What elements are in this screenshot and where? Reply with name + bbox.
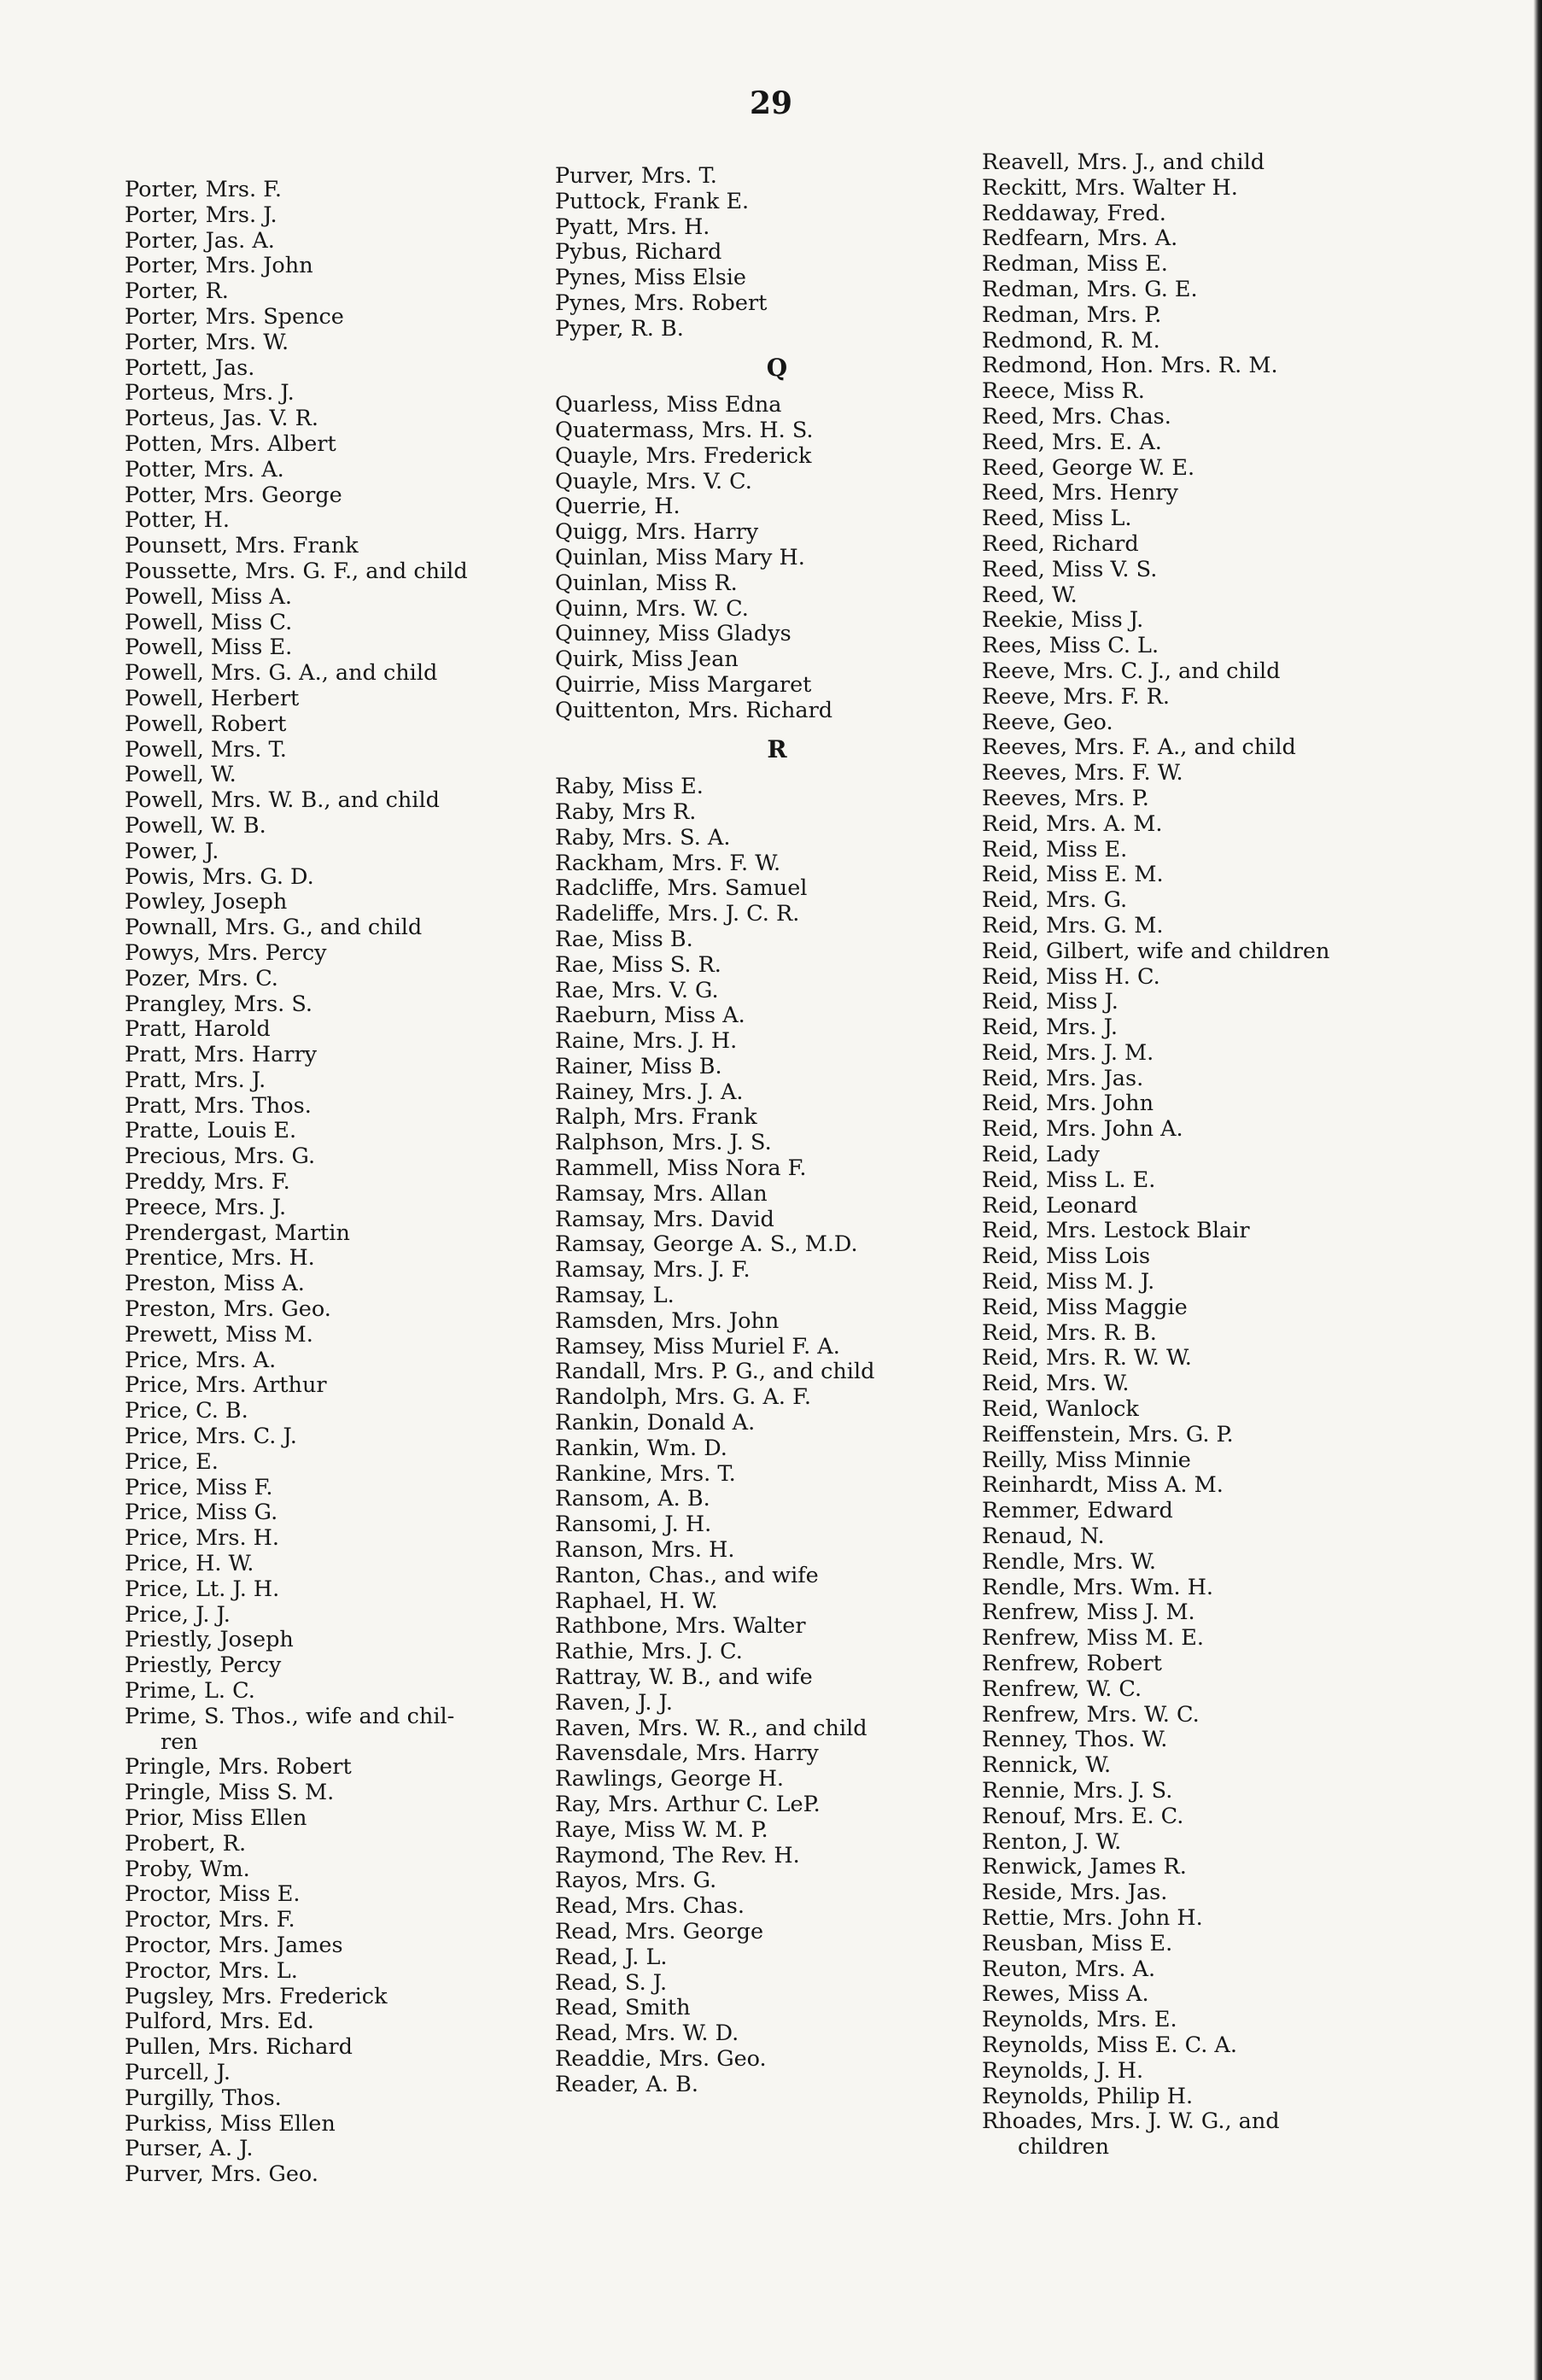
directory-entry: Reilly, Miss Minnie (982, 1447, 1191, 1473)
directory-entry: Powell, Miss A. (125, 583, 292, 610)
directory-entry: Reekie, Miss J. (982, 607, 1144, 634)
directory-entry: Raeburn, Miss A. (555, 1003, 745, 1029)
directory-entry: Pratt, Harold (125, 1016, 271, 1043)
directory-entry: Reeves, Mrs. P. (982, 785, 1149, 811)
directory-entry: Quinlan, Miss Mary H. (555, 544, 805, 570)
directory-entry: Reid, Miss H. C. (982, 963, 1160, 990)
directory-entry: Quinney, Miss Gladys (555, 621, 791, 647)
directory-entry: Rennie, Mrs. J. S. (982, 1778, 1173, 1804)
directory-entry: Raymond, The Rev. H. (555, 1842, 800, 1868)
directory-entry: Preston, Mrs. Geo. (125, 1296, 331, 1323)
directory-entry: Renouf, Mrs. E. C. (982, 1803, 1184, 1829)
directory-entry: Pringle, Mrs. Robert (125, 1754, 352, 1781)
directory-entry: Raphael, H. W. (555, 1588, 718, 1614)
directory-entry: Reiffenstein, Mrs. G. P. (982, 1421, 1234, 1447)
directory-entry: Randolph, Mrs. G. A. F. (555, 1384, 811, 1411)
directory-entry: Quayle, Mrs. V. C. (555, 468, 752, 494)
directory-entry: Renfrew, W. C. (982, 1675, 1142, 1702)
directory-entry: Pulford, Mrs. Ed. (125, 2009, 314, 2035)
directory-entry: children (1018, 2134, 1110, 2161)
directory-entry: Pratt, Mrs. Harry (125, 1042, 318, 1068)
directory-entry: Porter, Jas. A. (125, 227, 275, 254)
directory-entry: Raby, Miss E. (555, 774, 704, 800)
directory-entry: Prior, Miss Ellen (125, 1805, 307, 1831)
directory-entry: Powis, Mrs. G. D. (125, 863, 314, 890)
directory-entry: Reid, Mrs. John (982, 1091, 1154, 1117)
directory-entry: Ralph, Mrs. Frank (555, 1104, 757, 1131)
directory-entry: Price, C. B. (125, 1398, 248, 1424)
directory-entry: Redmond, Hon. Mrs. R. M. (982, 353, 1278, 379)
directory-entry: Rettie, Mrs. John H. (982, 1904, 1203, 1931)
directory-entry: Renfrew, Robert (982, 1651, 1162, 1677)
directory-entry: Rathbone, Mrs. Walter (555, 1613, 806, 1640)
directory-entry: Renfrew, Miss M. E. (982, 1625, 1205, 1652)
directory-entry: Prendergast, Martin (125, 1219, 350, 1246)
directory-entry: Prentice, Mrs. H. (125, 1245, 315, 1272)
directory-entry: Quirrie, Miss Margaret (555, 671, 812, 698)
directory-entry: Reynolds, J. H. (982, 2057, 1144, 2084)
directory-entry: Reynolds, Philip H. (982, 2083, 1194, 2109)
directory-entry: Reed, Mrs. Henry (982, 480, 1178, 506)
directory-entry: Pozer, Mrs. C. (125, 965, 278, 991)
directory-entry: Ralphson, Mrs. J. S. (555, 1130, 772, 1156)
directory-entry: Proby, Wm. (125, 1856, 250, 1882)
directory-entry: Powell, Miss E. (125, 634, 293, 661)
directory-entry: Quinlan, Miss R. (555, 570, 738, 596)
directory-entry: Powys, Mrs. Percy (125, 939, 327, 966)
directory-entry: Reed, Miss V. S. (982, 556, 1158, 582)
directory-entry: Porter, Mrs. W. (125, 329, 289, 355)
directory-entry: Portett, Jas. (125, 354, 255, 381)
directory-entry: Porter, Mrs. John (125, 253, 313, 279)
directory-entry: Poussette, Mrs. G. F., and child (125, 558, 468, 584)
directory-entry: Ray, Mrs. Arthur C. LeP. (555, 1792, 821, 1817)
directory-entry: Rees, Miss C. L. (982, 633, 1159, 659)
directory-entry: Quatermass, Mrs. H. S. (555, 417, 814, 443)
directory-entry: Randall, Mrs. P. G., and child (555, 1359, 875, 1385)
directory-entry: Raye, Miss W. M. P. (555, 1816, 768, 1843)
directory-entry: Readdie, Mrs. Geo. (555, 2045, 767, 2072)
directory-entry: Ramsden, Mrs. John (555, 1307, 780, 1334)
directory-entry: Read, Mrs. Chas. (555, 1893, 745, 1920)
directory-entry: Proctor, Miss E. (125, 1881, 301, 1908)
directory-entry: Rae, Miss S. R. (555, 951, 721, 978)
directory-entry: Ransomi, J. H. (555, 1512, 712, 1538)
directory-entry: Power, J. (125, 838, 219, 864)
directory-entry: Potten, Mrs. Albert (125, 430, 336, 457)
directory-entry: Redman, Mrs. P. (982, 301, 1162, 328)
directory-entry: Ramsay, Mrs. Allan (555, 1180, 768, 1207)
section-heading-r: R (767, 734, 787, 763)
directory-entry: Read, Smith (555, 1995, 691, 2021)
directory-entry: Preece, Mrs. J. (125, 1194, 287, 1220)
column-right (982, 150, 1528, 2161)
directory-entry: Reid, Mrs. R. W. W. (982, 1345, 1192, 1371)
directory-entry: Reed, Miss L. (982, 506, 1132, 532)
directory-entry: Price, Miss G. (125, 1500, 278, 1526)
directory-entry: Reynolds, Mrs. E. (982, 2007, 1177, 2033)
directory-entry: Potter, Mrs. George (125, 482, 342, 508)
directory-entry: Price, Mrs. C. J. (125, 1424, 297, 1450)
directory-entry: Quigg, Mrs. Harry (555, 519, 759, 546)
directory-entry: Reynolds, Miss E. C. A. (982, 2032, 1237, 2058)
directory-entry: Porteus, Mrs. J. (125, 380, 295, 406)
directory-entry: Rankin, Donald A. (555, 1410, 756, 1436)
directory-entry: Redman, Miss E. (982, 251, 1168, 278)
directory-entry: Reeves, Mrs. F. A., and child (982, 734, 1296, 761)
directory-entry: Radeliffe, Mrs. J. C. R. (555, 901, 800, 927)
directory-entry: Pratte, Louis E. (125, 1118, 297, 1144)
directory-entry: Prewett, Miss M. (125, 1321, 313, 1348)
directory-entry: Reeve, Mrs. F. R. (982, 683, 1170, 710)
directory-entry: Ramsay, L. (555, 1283, 675, 1309)
directory-entry: Powell, Herbert (125, 685, 300, 711)
directory-entry: Reeve, Mrs. C. J., and child (982, 658, 1281, 684)
directory-entry: Reid, Miss M. J. (982, 1269, 1155, 1295)
directory-entry: Proctor, Mrs. L. (125, 1957, 298, 1984)
directory-entry: Ramsay, Mrs. David (555, 1206, 774, 1232)
directory-entry: Rankine, Mrs. T. (555, 1460, 736, 1487)
directory-entry: Reed, George W. E. (982, 454, 1195, 481)
directory-entry: Read, J. L. (555, 1944, 668, 1970)
directory-entry: Rathie, Mrs. J. C. (555, 1639, 743, 1665)
directory-entry: Prime, L. C. (125, 1678, 255, 1705)
directory-entry: Price, Miss F. (125, 1474, 273, 1500)
directory-entry: Powell, Miss C. (125, 609, 293, 635)
directory-entry: Powell, W. B. (125, 812, 266, 839)
directory-entry: Price, E. (125, 1448, 219, 1475)
directory-entry: Ramsay, Mrs. J. F. (555, 1257, 751, 1284)
directory-entry: Purser, A. J. (125, 2136, 254, 2162)
directory-entry: Reside, Mrs. Jas. (982, 1880, 1168, 1906)
directory-entry: Preddy, Mrs. F. (125, 1169, 290, 1196)
directory-entry: Reid, Mrs. Lestock Blair (982, 1218, 1250, 1244)
directory-entry: Reeves, Mrs. F. W. (982, 760, 1183, 787)
directory-entry: Read, Mrs. George (555, 1918, 764, 1944)
directory-entry: Redmond, R. M. (982, 327, 1160, 354)
directory-entry: Reid, Miss Maggie (982, 1294, 1188, 1320)
directory-entry: Reid, Leonard (982, 1192, 1138, 1219)
directory-entry: Ramsay, George A. S., M.D. (555, 1231, 858, 1258)
directory-entry: Price, Mrs. A. (125, 1347, 277, 1373)
directory-entry: Reid, Mrs. J. M. (982, 1039, 1154, 1066)
directory-entry: Priestly, Joseph (125, 1627, 294, 1653)
directory-entry: Powell, Mrs. W. B., and child (125, 787, 440, 814)
directory-entry: Renfrew, Mrs. W. C. (982, 1701, 1200, 1728)
directory-entry: Purver, Mrs. Geo. (125, 2161, 318, 2188)
directory-entry: Powell, Mrs. T. (125, 736, 287, 763)
directory-entry: Reid, Mrs. J. (982, 1015, 1118, 1041)
directory-entry: Rackham, Mrs. F. W. (555, 850, 781, 876)
directory-entry: Reinhardt, Miss A. M. (982, 1472, 1224, 1499)
directory-entry: ren (161, 1728, 198, 1755)
directory-entry: Raven, Mrs. W. R., and child (555, 1715, 867, 1741)
directory-entry: Rammell, Miss Nora F. (555, 1155, 807, 1182)
directory-entry: Renaud, N. (982, 1523, 1105, 1550)
directory-entry: Powley, Joseph (125, 889, 288, 915)
directory-entry: Puttock, Frank E. (555, 188, 750, 214)
section-heading-q: Q (766, 353, 788, 382)
directory-entry: Porter, Mrs. Spence (125, 303, 344, 330)
directory-entry: Price, Lt. J. H. (125, 1576, 280, 1602)
directory-entry: Reuton, Mrs. A. (982, 1956, 1156, 1982)
directory-entry: Pullen, Mrs. Richard (125, 2034, 353, 2061)
directory-entry: Rewes, Miss A. (982, 1981, 1149, 2008)
directory-entry: Rattray, W. B., and wife (555, 1664, 813, 1691)
directory-entry: Pratt, Mrs. Thos. (125, 1092, 312, 1119)
directory-entry: Reid, Miss E. M. (982, 862, 1164, 888)
directory-entry: Raine, Mrs. J. H. (555, 1028, 738, 1055)
directory-entry: Reid, Mrs. W. (982, 1371, 1130, 1397)
directory-entry: Reddaway, Fred. (982, 200, 1166, 226)
directory-entry: Reid, Miss E. (982, 836, 1128, 863)
directory-entry: Raby, Mrs. S. A. (555, 824, 731, 851)
directory-entry: Rayos, Mrs. G. (555, 1868, 717, 1894)
directory-entry: Rawlings, George H. (555, 1766, 785, 1792)
directory-entry: Ranton, Chas., and wife (555, 1562, 819, 1588)
directory-entry: Reed, Mrs. E. A. (982, 429, 1162, 455)
directory-entry: Querrie, H. (555, 494, 680, 520)
directory-entry: Pynes, Miss Elsie (555, 265, 747, 291)
directory-entry: Preston, Miss A. (125, 1271, 305, 1297)
directory-entry: Reed, Richard (982, 530, 1139, 557)
directory-entry: Powell, W. (125, 762, 237, 788)
directory-entry: Reid, Wanlock (982, 1396, 1139, 1423)
directory-entry: Reid, Mrs. Jas. (982, 1065, 1144, 1091)
directory-entry: Reid, Miss L. E. (982, 1167, 1156, 1193)
directory-entry: Priestly, Percy (125, 1652, 282, 1679)
directory-entry: Porter, Mrs. J. (125, 202, 277, 228)
directory-entry: Reader, A. B. (555, 2071, 698, 2097)
directory-entry: Quirk, Miss Jean (555, 646, 739, 673)
directory-entry: Price, Mrs. Arthur (125, 1372, 327, 1399)
directory-entry: Ravensdale, Mrs. Harry (555, 1740, 819, 1767)
directory-entry: Ramsey, Miss Muriel F. A. (555, 1333, 840, 1360)
directory-entry: Ranson, Mrs. H. (555, 1537, 735, 1564)
directory-entry: Rendle, Mrs. Wm. H. (982, 1574, 1214, 1600)
directory-entry: Potter, Mrs. A. (125, 456, 284, 482)
directory-entry: Redman, Mrs. G. E. (982, 276, 1198, 302)
directory-entry: Raven, J. J. (555, 1689, 673, 1716)
directory-entry: Rae, Mrs. V. G. (555, 977, 719, 1003)
directory-entry: Rendle, Mrs. W. (982, 1548, 1156, 1575)
directory-entry: Price, Mrs. H. (125, 1525, 280, 1552)
directory-entry: Reid, Mrs. G. (982, 887, 1128, 914)
directory-entry: Pugsley, Mrs. Frederick (125, 1983, 388, 2009)
directory-entry: Pounsett, Mrs. Frank (125, 533, 359, 559)
directory-entry: Renwick, James R. (982, 1854, 1187, 1880)
directory-entry: Remmer, Edward (982, 1498, 1173, 1524)
directory-entry: Purcell, J. (125, 2059, 231, 2085)
directory-entry: Quarless, Miss Edna (555, 392, 782, 418)
directory-entry: Renney, Thos. W. (982, 1727, 1168, 1753)
directory-entry: Purgilly, Thos. (125, 2085, 282, 2111)
directory-entry: Price, H. W. (125, 1551, 254, 1577)
page-number: 29 (749, 85, 793, 121)
directory-entry: Potter, H. (125, 507, 231, 534)
directory-entry: Reavell, Mrs. J., and child (982, 149, 1265, 175)
directory-entry: Quayle, Mrs. Frederick (555, 442, 812, 469)
directory-entry: Quinn, Mrs. W. C. (555, 595, 749, 622)
directory-entry: Probert, R. (125, 1830, 247, 1857)
directory-entry: Rankin, Wm. D. (555, 1435, 727, 1461)
directory-entry: Reid, Mrs. A. M. (982, 810, 1163, 837)
directory-entry: Pownall, Mrs. G., and child (125, 915, 423, 941)
directory-entry: Reid, Gilbert, wife and children (982, 938, 1330, 964)
directory-entry: Porteus, Jas. V. R. (125, 406, 318, 432)
directory-entry: Redfearn, Mrs. A. (982, 225, 1178, 252)
directory-entry: Read, S. J. (555, 1969, 668, 1996)
directory-entry: Proctor, Mrs. James (125, 1932, 343, 1958)
directory-entry: Purkiss, Miss Ellen (125, 2110, 336, 2137)
directory-entry: Pringle, Miss S. M. (125, 1780, 335, 1806)
directory-entry: Prime, S. Thos., wife and chil- (125, 1703, 455, 1729)
directory-entry: Reece, Miss R. (982, 378, 1145, 405)
directory-entry: Pyper, R. B. (555, 315, 684, 342)
directory-entry: Rae, Miss B. (555, 926, 693, 952)
directory-entry: Raby, Mrs R. (555, 798, 697, 825)
directory-entry: Reid, Mrs. John A. (982, 1116, 1183, 1143)
directory-entry: Pyatt, Mrs. H. (555, 213, 710, 240)
directory-entry: Pratt, Mrs. J. (125, 1067, 266, 1093)
directory-entry: Rennick, W. (982, 1752, 1112, 1779)
directory-entry: Purver, Mrs. T. (555, 163, 717, 189)
directory-entry: Reckitt, Mrs. Walter H. (982, 174, 1238, 201)
directory-entry: Powell, Robert (125, 710, 287, 737)
directory-entry: Rainer, Miss B. (555, 1053, 722, 1079)
directory-entry: Precious, Mrs. G. (125, 1143, 316, 1170)
directory-entry: Reid, Mrs. R. B. (982, 1319, 1157, 1346)
directory-entry: Porter, R. (125, 278, 229, 305)
directory-entry: Reid, Miss Lois (982, 1243, 1151, 1270)
directory-entry: Rhoades, Mrs. J. W. G., and (982, 2108, 1280, 2135)
directory-entry: Radcliffe, Mrs. Samuel (555, 875, 808, 902)
directory-entry: Porter, Mrs. F. (125, 177, 283, 202)
directory-entry: Prangley, Mrs. S. (125, 991, 313, 1017)
directory-entry: Reed, Mrs. Chas. (982, 403, 1171, 430)
directory-entry: Price, J. J. (125, 1601, 231, 1628)
directory-entry: Reid, Miss J. (982, 989, 1119, 1015)
directory-entry: Ransom, A. B. (555, 1486, 710, 1512)
directory-entry: Renton, J. W. (982, 1828, 1122, 1855)
directory-entry: Reed, W. (982, 582, 1078, 608)
directory-entry: Reid, Mrs. G. M. (982, 912, 1164, 939)
directory-entry: Renfrew, Miss J. M. (982, 1599, 1195, 1626)
directory-entry: Pynes, Mrs. Robert (555, 289, 768, 316)
column-left (125, 178, 586, 2188)
directory-entry: Reid, Lady (982, 1142, 1100, 1168)
column-middle (555, 164, 999, 2098)
directory-entry: Pybus, Richard (555, 239, 722, 266)
directory-entry: Quittenton, Mrs. Richard (555, 697, 833, 723)
scan-edge (1533, 0, 1542, 2380)
directory-entry: Rainey, Mrs. J. A. (555, 1079, 744, 1105)
directory-entry: Reeve, Geo. (982, 709, 1113, 735)
directory-entry: Read, Mrs. W. D. (555, 2020, 739, 2047)
directory-entry: Proctor, Mrs. F. (125, 1907, 295, 1933)
directory-entry: Powell, Mrs. G. A., and child (125, 660, 438, 687)
directory-entry: Reusban, Miss E. (982, 1930, 1173, 1956)
